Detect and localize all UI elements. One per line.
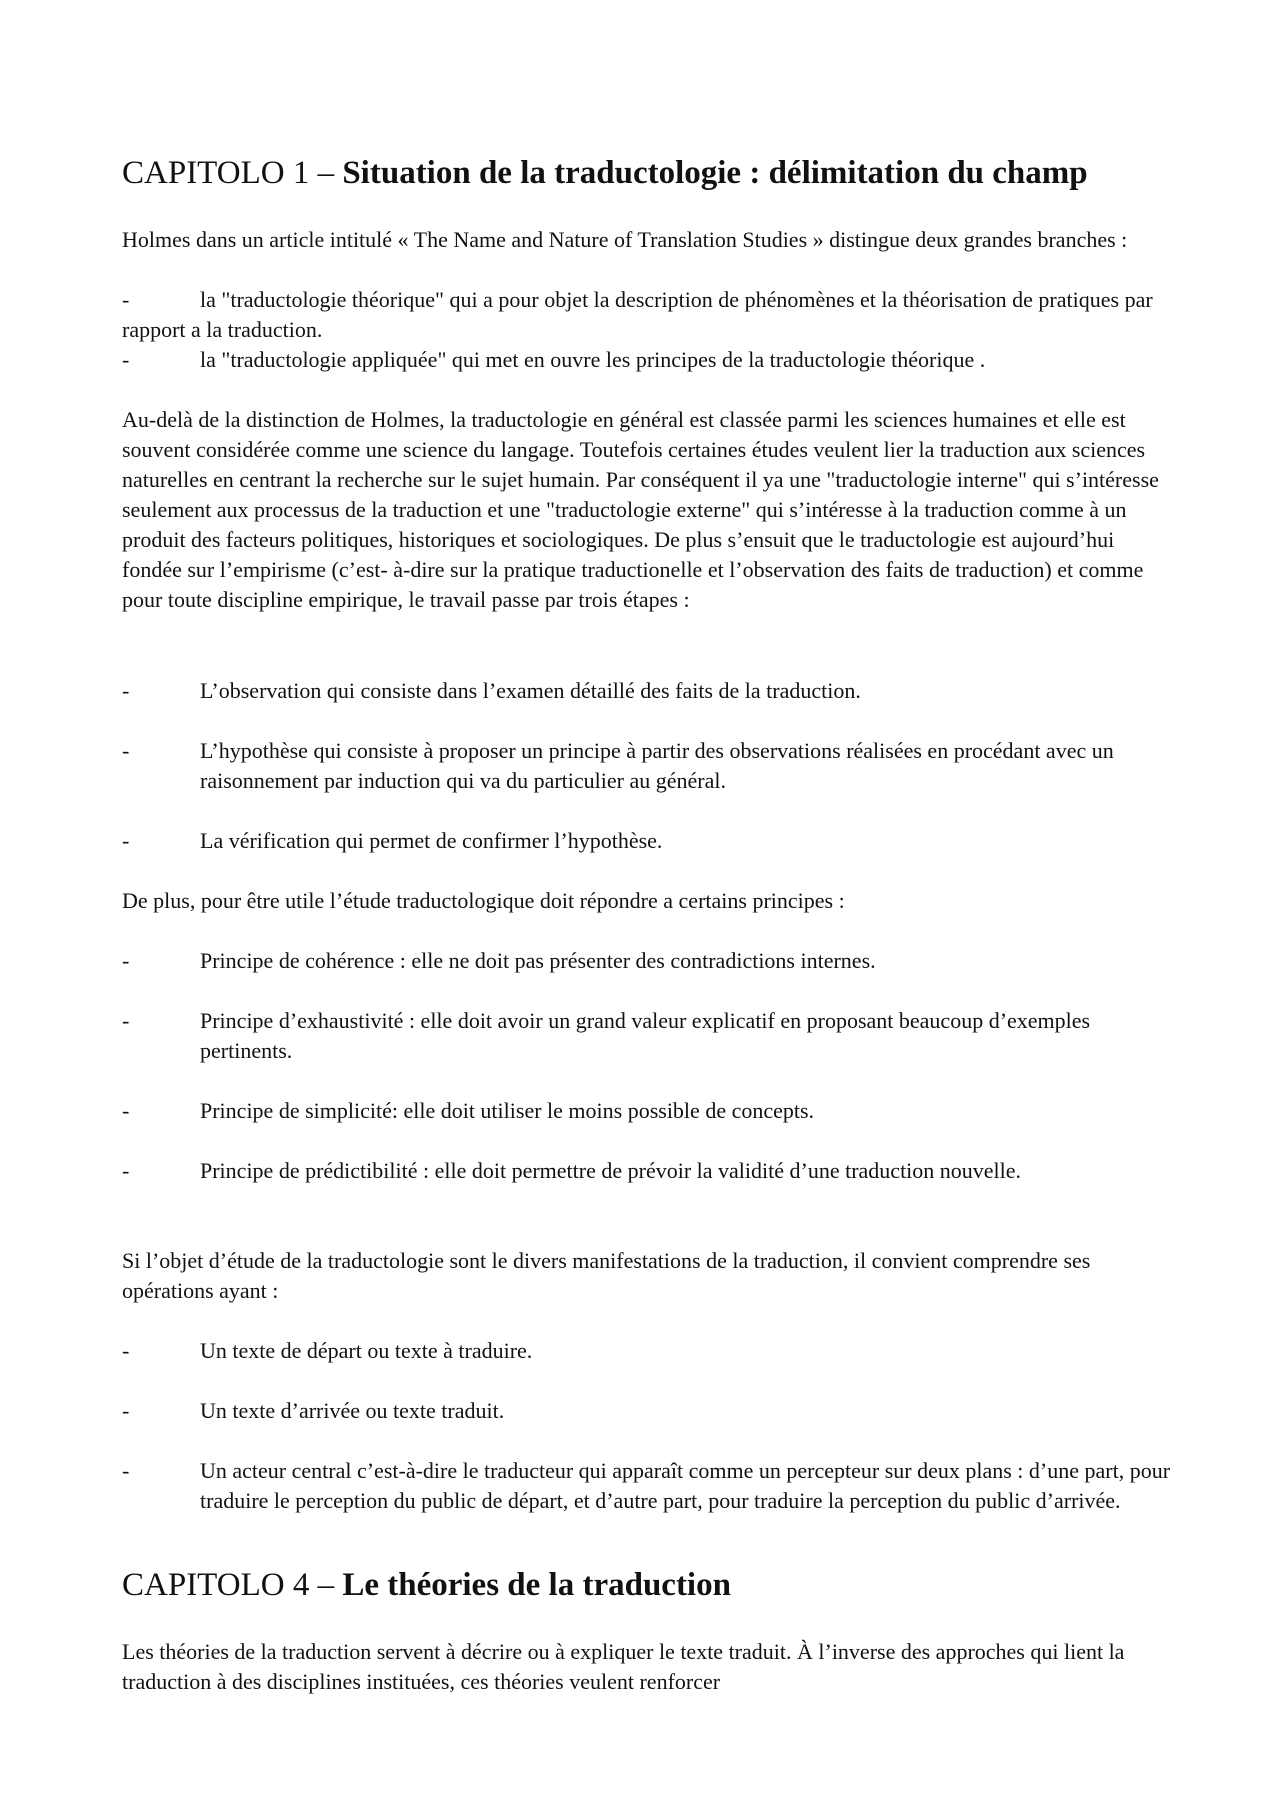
operation-text: Un texte de départ ou texte à traduire. (200, 1338, 533, 1363)
intro-paragraph: Holmes dans un article intitulé « The Name and Nature of Translation Studies » distingue deux grandes branches : (122, 227, 1128, 252)
chapter-4-prefix: CAPITOLO 4 – (122, 1567, 343, 1603)
principle-text: Principe d’exhaustivité : elle doit avoir un grand valeur explicatif en proposant beaucoup d’exemples pertinents. (200, 1008, 1091, 1063)
bullet-dash: - (122, 1008, 130, 1033)
step-item (122, 676, 1172, 706)
principle-item (122, 946, 1172, 976)
operation-item (122, 1336, 1172, 1366)
bullet-dash: - (122, 1338, 130, 1363)
operation-item (122, 1396, 1172, 1426)
operation-item (122, 1456, 1172, 1516)
chapter-1-title: Situation de la traductologie : délimitation du champ (342, 155, 1088, 191)
paragraph-theories: Les théories de la traduction servent à décrire ou à expliquer le texte traduit. À l’inverse des approches qui lient la traduction à des disciplines instituées, ces théories veulent renforcer (122, 1639, 1125, 1694)
bullet-dash: - (122, 948, 130, 973)
bullet-dash: - (122, 1158, 130, 1183)
principle-item (122, 1006, 1172, 1066)
paragraph-operations: Si l’objet d’étude de la traductologie sont le divers manifestations de la traduction, il convient comprendre ses opérations ayant : (122, 1248, 1091, 1303)
principle-text: Principe de simplicité: elle doit utiliser le moins possible de concepts. (200, 1098, 815, 1123)
branch-item (122, 345, 1172, 375)
bullet-dash: - (122, 347, 130, 372)
bullet-dash: - (122, 1098, 130, 1123)
principle-text: Principe de prédictibilité : elle doit permettre de prévoir la validité d’une traduction nouvelle. (200, 1158, 1022, 1183)
bullet-dash: - (122, 738, 130, 763)
branch-text: la "traductologie théorique" qui a pour objet la description de phénomènes et la théorisation de pratiques par rapport a la traduction. (122, 287, 1153, 342)
operation-text: Un acteur central c’est-à-dire le traducteur qui apparaît comme un percepteur sur deux plans : d’une part, pour traduire le perception du public de départ, et d’autre part, pour traduire la perception du public d’arrivée. (200, 1458, 1171, 1513)
principle-item (122, 1156, 1172, 1186)
chapter-1-heading (122, 153, 1182, 193)
step-item (122, 736, 1172, 796)
principle-text: Principe de cohérence : elle ne doit pas présenter des contradictions internes. (200, 948, 876, 973)
bullet-dash: - (122, 828, 130, 853)
branch-text: la "traductologie appliquée" qui met en ouvre les principes de la traductologie théorique . (200, 347, 986, 372)
step-text: L’observation qui consiste dans l’examen détaillé des faits de la traduction. (200, 678, 861, 703)
paragraph-principles: De plus, pour être utile l’étude traductologique doit répondre a certains principes : (122, 888, 845, 913)
bullet-dash: - (122, 287, 130, 312)
chapter-4-title: Le théories de la traduction (342, 1567, 731, 1603)
bullet-dash: - (122, 1398, 130, 1423)
step-text: L’hypothèse qui consiste à proposer un principe à partir des observations réalisées en procédant avec un raisonnement par induction qui va du particulier au général. (200, 738, 1114, 793)
branch-item (122, 285, 1172, 345)
bullet-dash: - (122, 1458, 130, 1483)
paragraph-empiricism: Au-delà de la distinction de Holmes, la traductologie en général est classée parmi les sciences humaines et elle est souvent considérée comme une science du langage. Toutefois certaines études veulent lier la traduction aux sciences naturelles en centrant la recherche sur le sujet humain. Par conséquent il ya une "traductologie interne" qui s’intéresse seulement aux processus de la traduction et une "traductologie externe" qui s’intéresse à la traduction comme à un produit des facteurs politiques, historiques et sociologiques. De plus s’ensuit que le traductologie est aujourd’hui fondée sur l’empirisme (c’est- à-dire sur la pratique traductionelle et l’observation des faits de traduction) et comme pour toute discipline empirique, le travail passe par trois étapes : (122, 407, 1159, 612)
step-text: La vérification qui permet de confirmer l’hypothèse. (200, 828, 663, 853)
step-item (122, 826, 1172, 856)
chapter-4-heading (122, 1565, 1182, 1605)
operation-text: Un texte d’arrivée ou texte traduit. (200, 1398, 505, 1423)
principle-item (122, 1096, 1172, 1126)
bullet-dash: - (122, 678, 130, 703)
chapter-1-prefix: CAPITOLO 1 – (122, 155, 343, 191)
